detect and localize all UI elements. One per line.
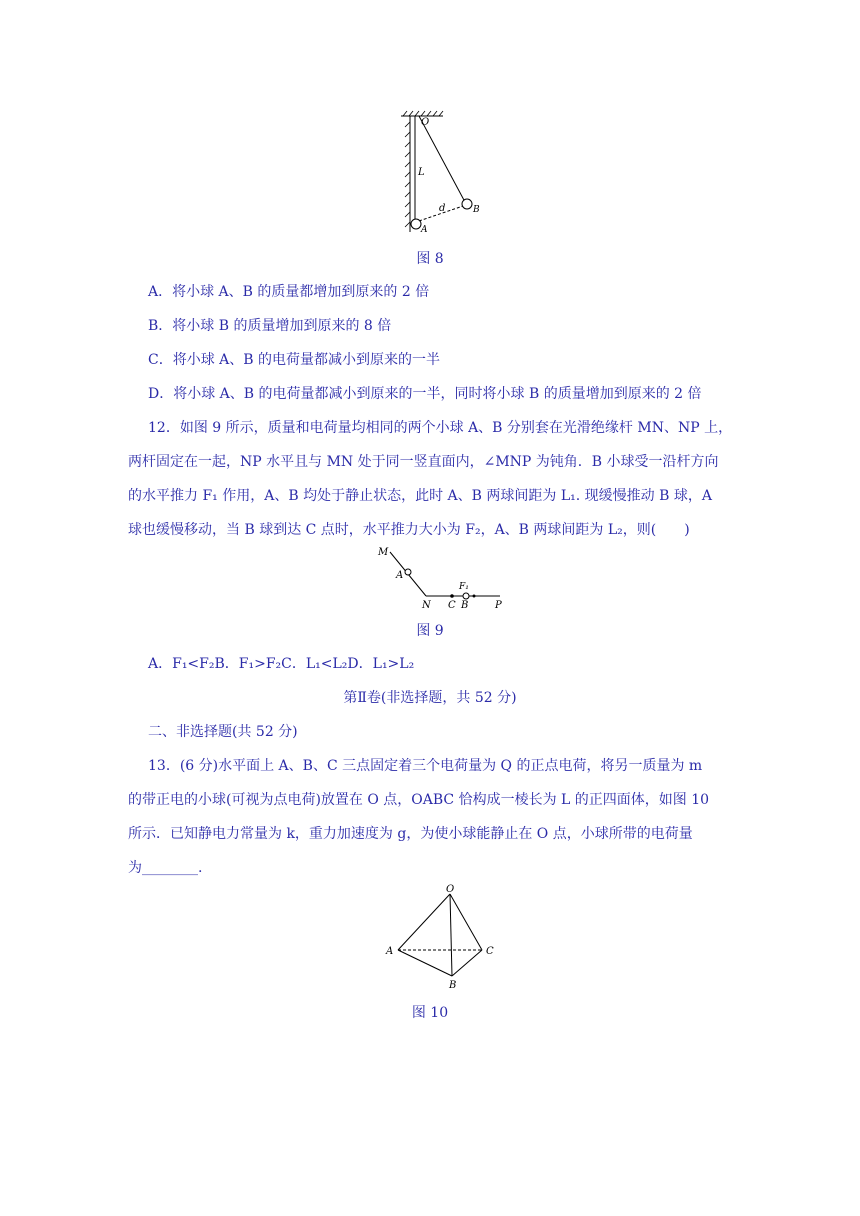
fig9-label-c: C (448, 600, 456, 610)
q12-line-3: 的水平推力 F₁ 作用，A、B 均处于静止状态，此时 A、B 两球间距为 L₁. 现缓慢推动 B 球，A (128, 488, 712, 504)
part-title: 二、非选择题(共 52 分) (148, 724, 298, 740)
q13-line-4: 为________. (128, 860, 203, 876)
section-title: 第Ⅱ卷(非选择题，共 52 分) (343, 690, 517, 706)
q11-option-d: D．将小球 A、B 的电荷量都减小到原来的一半，同时将小球 B 的质量增加到原来的 2 倍 (148, 386, 702, 402)
q11-option-c: C．将小球 A、B 的电荷量都减小到原来的一半 (148, 352, 441, 368)
q11-option-b: B．将小球 B 的质量增加到原来的 8 倍 (148, 318, 392, 334)
q13-line-3: 所示．已知静电力常量为 k，重力加速度为 g，为使小球能静止在 O 点，小球所带的电荷量 (128, 826, 693, 842)
q12-line-2: 两杆固定在一起，NP 水平且与 MN 处于同一竖直面内，∠MNP 为钝角．B 小球受一沿杆方向 (128, 454, 719, 470)
q12-line-4: 球也缓慢移动，当 B 球到达 C 点时，水平推力大小为 F₂，A、B 两球间距为 L₂，则( ) (128, 522, 690, 538)
fig8-label-d: d (439, 203, 446, 214)
fig8-label-l: L (418, 167, 425, 178)
figure-10-diagram (380, 884, 500, 994)
fig10-label-c: C (486, 946, 494, 957)
q11-option-a: A．将小球 A、B 的质量都增加到原来的 2 倍 (148, 284, 430, 300)
q12-options: A．F₁<F₂B．F₁>F₂C．L₁<L₂D．L₁>L₂ (148, 656, 415, 672)
fig9-label-f: F₁ (459, 582, 469, 592)
figure-10-caption: 图 10 (411, 1005, 449, 1021)
figure-9-caption: 图 9 (416, 623, 444, 639)
fig9-label-n: N (422, 600, 431, 610)
fig9-label-b: B (461, 600, 469, 610)
fig9-label-a: A (396, 570, 404, 581)
figure-8-caption: 图 8 (416, 251, 444, 267)
figure-9-diagram (370, 544, 510, 610)
fig10-label-b: B (449, 980, 457, 991)
fig8-label-o: O (421, 117, 430, 128)
fig8-label-b: B (473, 205, 480, 215)
fig9-label-m: M (378, 547, 389, 558)
fig10-label-a: A (386, 946, 394, 957)
q13-line-1: 13．(6 分)水平面上 A、B、C 三点固定着三个电荷量为 Q 的正点电荷，将另一质量为 m (148, 758, 703, 774)
fig9-label-p: P (495, 600, 502, 610)
figure-8-diagram (395, 108, 495, 238)
q12-line-1: 12．如图 9 所示，质量和电荷量均相同的两个小球 A、B 分别套在光滑绝缘杆 MN、NP 上， (148, 420, 733, 436)
fig8-label-a: A (421, 225, 428, 235)
q13-line-2: 的带正电的小球(可视为点电荷)放置在 O 点，OABC 恰构成一棱长为 L 的正四面体，如图 10 (128, 792, 710, 808)
fig10-label-o: O (446, 884, 455, 895)
